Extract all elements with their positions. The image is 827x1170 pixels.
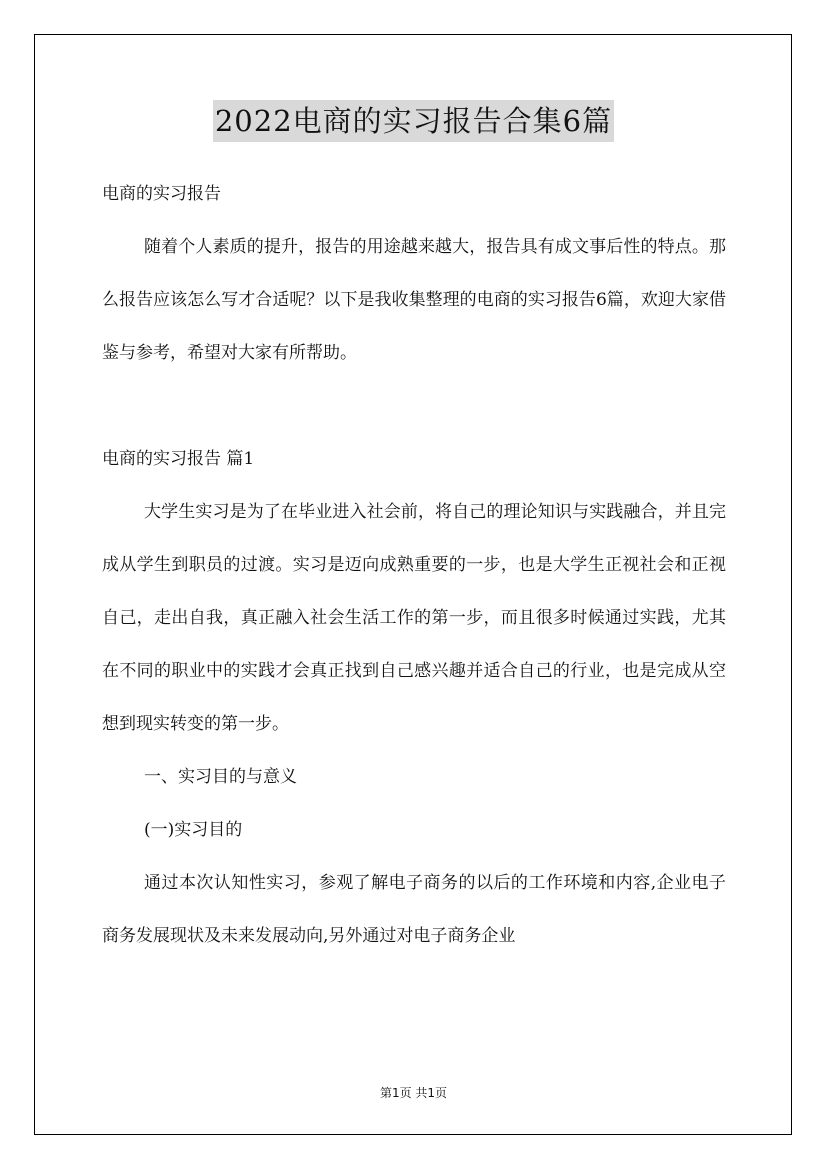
- page-number: 第1页 共1页: [379, 1086, 448, 1100]
- body-paragraph: 随着个人素质的提升，报告的用途越来越大，报告具有成文事后性的特点。那么报告应该怎么写才合适呢？以下是我收集整理的电商的实习报告6篇，欢迎大家借鉴与参考，希望对大家有所帮助。: [102, 237, 726, 363]
- section-heading: 电商的实习报告 篇1: [102, 449, 255, 469]
- title-container: [0, 100, 827, 142]
- document-body: [102, 168, 726, 963]
- body-paragraph: 通过本次认知性实习，参观了解电子商务的以后的工作环境和内容,企业电子商务发展现状及未来发展动向,另外通过对电子商务企业: [102, 873, 726, 946]
- blank-line: [102, 380, 726, 433]
- document-title: 2022电商的实习报告合集6篇: [213, 100, 614, 142]
- subsection-heading: 一、实习目的与意义: [144, 767, 297, 787]
- subsection-heading: (一)实习目的: [144, 820, 243, 840]
- section-heading: 电商的实习报告: [102, 184, 221, 204]
- body-paragraph: 大学生实习是为了在毕业进入社会前，将自己的理论知识与实践融合，并且完成从学生到职员的过渡。实习是迈向成熟重要的一步，也是大学生正视社会和正视自己，走出自我，真正融入社会生活工作的第一步，而且很多时候通过实践，尤其在不同的职业中的实践才会真正找到自己感兴趣并适合自己的行业，也是完成从空想到现实转变的第一步。: [102, 502, 726, 734]
